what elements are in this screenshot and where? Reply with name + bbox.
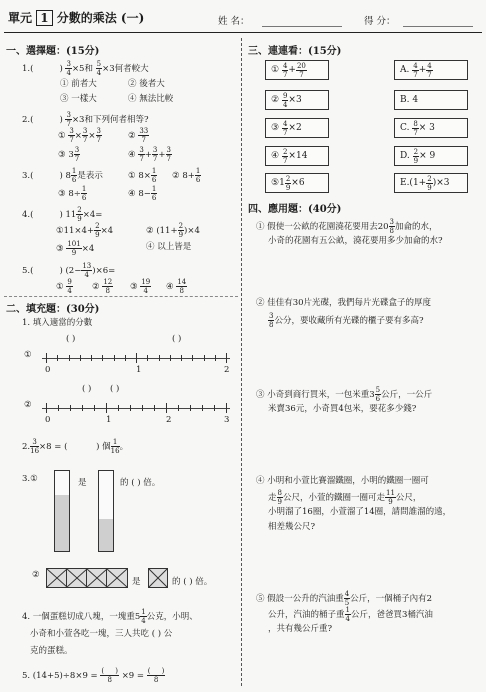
match-right-A[interactable]: A. $\frac{4}{7}$ + $\frac{4}{7}$ (394, 60, 468, 80)
number-line-tick (142, 405, 143, 411)
match-left-1[interactable]: ① $\frac{4}{7}$ + $\frac{20}{7}$ (265, 60, 329, 80)
q5-option-4[interactable]: ④ $\frac{14}{8}$ (166, 278, 187, 295)
nl2-label-3: 3 (224, 415, 230, 425)
q5-option-1[interactable]: ① $\frac{9}{4}$ (56, 278, 72, 295)
number-line-tick (102, 355, 103, 361)
app-q4-line-4: 相差幾公尺? (268, 522, 316, 532)
number-line-tick (226, 403, 227, 413)
match-left-2[interactable]: ② $\frac{9}{4}$ ×3 (265, 90, 329, 110)
cylinder-1 (54, 470, 70, 552)
app-q5-line-3: ，共有幾公斤重? (268, 624, 333, 634)
section-3-title: 三、連連看：(15分) (248, 46, 342, 57)
question-3: 3.( ) 8 $\frac{1}{6}$ 是表示 (22, 167, 103, 184)
q3-option-1[interactable]: ① 8× $\frac{1}{6}$ (128, 167, 157, 184)
number-line-tick (80, 355, 81, 361)
crossed-box-single (148, 568, 168, 588)
nl2-label-2: 2 (166, 415, 172, 425)
number-line-tick (181, 355, 182, 361)
fill-4-line-1: 4. 一個蛋糕切成八塊，一塊重5 $\frac{1}{4}$ 公克，小明、 (22, 608, 198, 625)
number-line-tick (114, 355, 115, 361)
nl2-label-1: 1 (106, 415, 112, 425)
app-q4-line-2: 走 $\frac{8}{9}$ 公尺，小萱的鐵圈一圈可走 $\frac{11}{9}$ 公尺， (268, 489, 422, 506)
number-line-tick (178, 405, 179, 411)
q3-option-2[interactable]: ② 8+ $\frac{1}{6}$ (172, 167, 201, 184)
number-line-tick (82, 405, 83, 411)
app-q3-line-2: 米賣36元，小奇買4包米，要花多少錢? (268, 404, 417, 414)
number-line-tick (215, 355, 216, 361)
crossed-box (66, 568, 88, 588)
app-q5-line-2: 公升，汽油的桶子重 $\frac{1}{4}$ 公斤，爸爸買3桶汽油 (268, 606, 433, 623)
number-line-tick (57, 355, 58, 361)
question-4: 4.( ) 11 $\frac{2}{9}$ ×4= (22, 206, 103, 223)
unit-label: 單元 1 分數的乘法 (一) (8, 11, 145, 25)
number-line-tick (202, 405, 203, 411)
number-line-tick (91, 355, 92, 361)
crossed-box (106, 568, 128, 588)
score-field[interactable]: 得 分： (364, 16, 396, 27)
q4-option-4[interactable]: ④ 以上皆是 (146, 242, 192, 252)
fill-3-is-2: 是 (132, 577, 141, 587)
nl1-label-2: 2 (224, 365, 230, 375)
nl2-paren-1[interactable]: ( ) (82, 384, 92, 394)
nl2-marker: ② (24, 400, 32, 410)
fill-4-line-3: 克的蛋糕。 (30, 646, 73, 656)
q4-option-3[interactable]: ③ $\frac{101}{9}$ ×4 (56, 240, 95, 257)
q2-option-1[interactable]: ① $\frac{3}{7}$ × $\frac{3}{7}$ × $\frac{3}{7}$ (58, 127, 101, 144)
q1-option-4[interactable]: ④ 無法比較 (128, 94, 174, 104)
q1-option-1[interactable]: ① 前者大 (60, 79, 97, 89)
number-line-tick (125, 355, 126, 361)
nl1-marker: ① (24, 350, 32, 360)
q4-option-2[interactable]: ② (11+ $\frac{2}{9}$ )×4 (146, 222, 200, 239)
section-2-title: 二、填充題：(30分) (6, 304, 100, 315)
crossed-box (46, 568, 68, 588)
q5-option-2[interactable]: ② $\frac{12}{8}$ (92, 278, 113, 295)
number-line-tick (214, 405, 215, 411)
question-5: 5.( ) (2− $\frac{13}{4}$ )×6= (22, 262, 116, 279)
match-left-3[interactable]: ③ $\frac{4}{7}$ ×2 (265, 118, 329, 138)
fill-3-is: 是 (78, 478, 87, 488)
number-line-tick (170, 355, 171, 361)
number-line-tick (46, 353, 47, 363)
page-title: 分數的乘法 (一) (56, 11, 145, 25)
fill-3-label: 3.① (22, 474, 38, 484)
fill-1-title: 1. 填入適當的分數 (22, 318, 93, 328)
fill-5[interactable]: 5. (14+5)÷8×9 = $\frac{( )}{8}$ ×9 = $\frac{( )}{8}$ (22, 667, 165, 684)
nl1-paren-2[interactable]: ( ) (172, 334, 182, 344)
number-line-tick (154, 405, 155, 411)
number-line-tick (69, 355, 70, 361)
number-line-tick (190, 405, 191, 411)
match-right-E[interactable]: E.(1+ $\frac{2}{9}$ )×3 (394, 173, 468, 193)
number-line-tick (166, 403, 167, 413)
number-line-tick (204, 355, 205, 361)
q1-option-2[interactable]: ② 後者大 (128, 79, 165, 89)
fill-3-marker-2: ② (32, 570, 40, 580)
app-q2-line-1: ② 佳佳有30片光碟，我們每片光碟盒子的厚度 (256, 298, 432, 308)
fill-3-of-2[interactable]: 的 ( ) 倍。 (172, 577, 213, 587)
q4-option-1[interactable]: ①11×4+ $\frac{2}{9}$ ×4 (56, 222, 114, 239)
header-rule (4, 32, 482, 33)
q2-option-4[interactable]: ④ $\frac{3}{7}$ + $\frac{3}{7}$ + $\frac{3}{7}$ (128, 146, 171, 163)
fill-3-of[interactable]: 的 ( ) 倍。 (120, 478, 161, 488)
app-q4-line-3: 小明溜了16圈，小萱溜了14圈，請問誰溜的遠， (268, 507, 452, 517)
number-line-tick (192, 355, 193, 361)
nl1-label-1: 1 (136, 365, 142, 375)
question-1: 1.( ) $\frac{3}{4}$ ×5和 $\frac{5}{4}$ ×3何者較大 (22, 60, 149, 77)
nl1-label-0: 0 (45, 365, 51, 375)
number-line-tick (147, 355, 148, 361)
section-1-title: 一、選擇題：(15分) (6, 46, 100, 57)
number-line-tick (94, 405, 95, 411)
app-q1-line-1: ① 假使一公畝的花園澆花要用去20 $\frac{3}{8}$ 加侖的水， (256, 218, 438, 235)
fill-2: 2. $\frac{3}{16}$ ×8 = ( ) 個 $\frac{1}{16}$ 。 (22, 438, 129, 455)
number-line-tick (70, 405, 71, 411)
number-line-tick (159, 355, 160, 361)
number-line-tick (130, 405, 131, 411)
q5-option-3[interactable]: ③ $\frac{19}{4}$ (130, 278, 151, 295)
cylinder-2 (98, 470, 114, 552)
name-field[interactable]: 姓 名： (218, 16, 250, 27)
number-line-tick (58, 405, 59, 411)
match-left-4[interactable]: ④ $\frac{2}{7}$ ×14 (265, 146, 329, 166)
column-divider (241, 38, 242, 686)
q2-option-3[interactable]: ③ 3 $\frac{3}{7}$ (58, 146, 80, 163)
fill-4-line-2[interactable]: 小奇和小萱各吃一塊，三人共吃 ( ) 公 (30, 629, 173, 639)
app-q2-line-2: $\frac{3}{8}$ 公分，要收藏所有光碟的櫃子要有多高? (269, 312, 424, 329)
number-line-tick (136, 353, 137, 363)
match-right-B[interactable]: B. 4 (394, 90, 468, 110)
section-4-title: 四、應用題：(40分) (248, 204, 342, 215)
number-line-tick (226, 353, 227, 363)
q3-option-3[interactable]: ③ 8÷ $\frac{1}{6}$ (58, 185, 87, 202)
number-line-tick (118, 405, 119, 411)
match-right-D[interactable]: D. $\frac{2}{9}$ × 9 (394, 146, 468, 166)
score-underline (403, 26, 473, 27)
nl2-paren-2[interactable]: ( ) (110, 384, 120, 394)
number-line-tick (46, 403, 47, 413)
number-line-tick (106, 403, 107, 413)
section-separator (4, 296, 238, 297)
nl1-paren-1[interactable]: ( ) (66, 334, 76, 344)
app-q4-line-1: ④ 小明和小萱比賽溜鐵圈，小明的鐵圈一圈可 (256, 476, 429, 486)
unit-number-box: 1 (36, 10, 52, 26)
name-underline (262, 26, 342, 27)
app-q1-line-2: 小奇的花園有五公畝，澆花要用多少加侖的水? (268, 236, 443, 246)
crossed-box (86, 568, 108, 588)
nl2-label-0: 0 (45, 415, 51, 425)
match-left-5[interactable]: ⑤ 1 $\frac{2}{9}$ ×6 (265, 173, 329, 193)
q1-option-3[interactable]: ③ 一樣大 (60, 94, 97, 104)
q3-option-4[interactable]: ④ 8− $\frac{1}{6}$ (128, 185, 157, 202)
app-q5-line-1: ⑤ 假設一公升的汽油重 $\frac{4}{5}$ 公斤，一個桶子內有2 (256, 590, 433, 607)
question-2: 2.( ) $\frac{3}{7}$ ×3和下列何者相等? (22, 111, 149, 128)
app-q3-line-1: ③ 小奇到商行買米，一包米重3 $\frac{5}{6}$ 公斤，一公斤 (256, 386, 433, 403)
match-right-C[interactable]: C. $\frac{8}{7}$ × 3 (394, 118, 468, 138)
q2-option-2[interactable]: ② $\frac{33}{7}$ (128, 127, 149, 144)
